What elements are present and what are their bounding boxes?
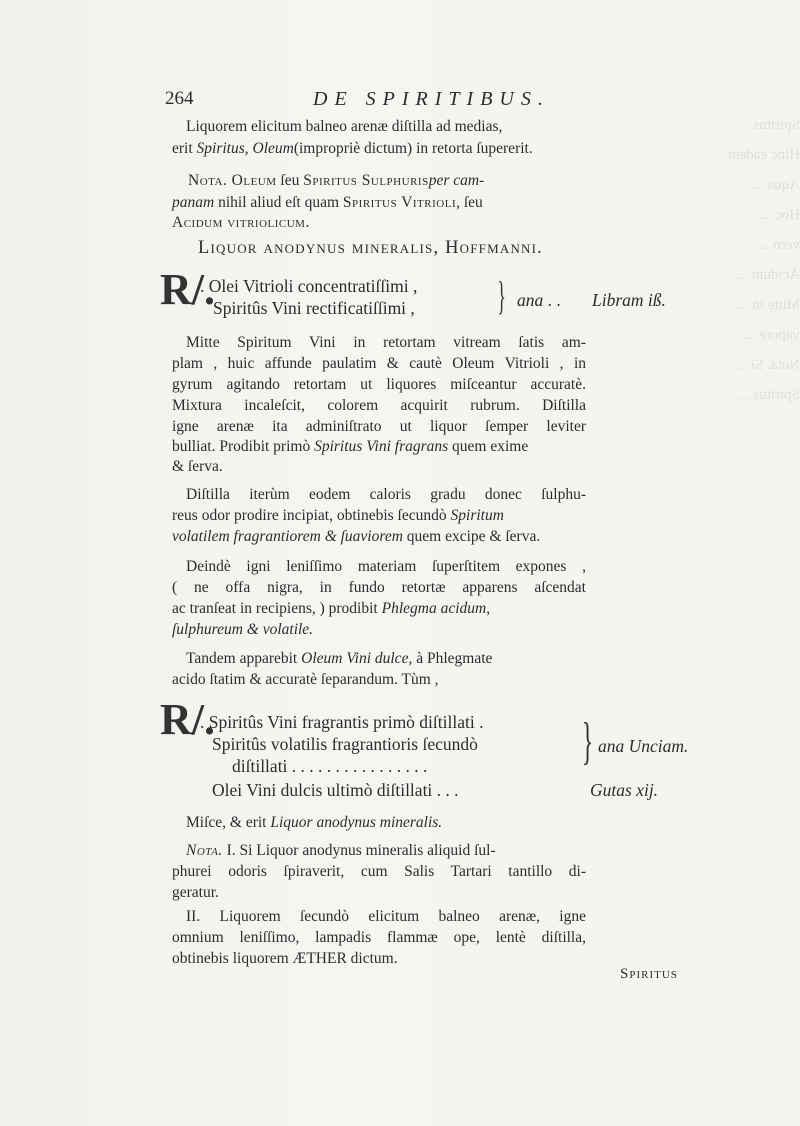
para1-line-6 — [172, 438, 528, 456]
bleed-through-text: Spiritus Hinc eadem Aqua ... Hoc ... vero ... Acidum ... Mitte in ... vapore ... Nota. Si ... Spiritus ... — [727, 117, 800, 403]
para3-line-3 — [172, 600, 490, 618]
recipe1-line-1: . Olei Vitrioli concentratiſſimi , — [200, 276, 418, 296]
nota2-text-1b: I. Si Liquor anodynus mineralis aliquid ſul- — [222, 842, 496, 859]
intro-text-2c: , — [244, 140, 253, 157]
para1-line-4: Mixtura incaleſcit, colorem acquirit rubrum. Diſtilla — [172, 397, 586, 414]
recipe2-line-4: Olei Vini dulcis ultimò diſtillati . . . — [212, 780, 459, 800]
para3-line-1: Deindè igni leniſſimo materiam ſuperſtitem expones , — [186, 558, 586, 575]
para3-text-3b: Phlegma acidum — [381, 600, 487, 617]
recipe1-qty-text: Libram iß. — [592, 290, 666, 310]
nota1-line-1 — [188, 172, 484, 190]
nota1-text-2a: panam — [172, 194, 215, 211]
recipe2-line-3: diſtillati . . . . . . . . . . . . . . . . — [232, 756, 428, 776]
intro-text-1: Liquorem elicitum balneo arenæ diſtilla ad medias, — [186, 118, 503, 135]
para1-line-1: Mitte Spiritum Vini in retortam vitream ſatis am- — [186, 334, 586, 351]
brace-icon: } — [497, 273, 506, 318]
section-heading: Liquor anodynus mineralis, Hoffmanni. — [198, 238, 543, 258]
nota1-text-2c: Spiritus Vitrioli — [342, 194, 457, 211]
catchword: Spiritus — [620, 966, 678, 982]
para4-text-1b: Oleum Vini dulce — [301, 650, 409, 667]
nota1-text-1d: per cam- — [428, 172, 485, 189]
nota2-line-1 — [186, 842, 496, 860]
intro-line-2 — [172, 140, 533, 158]
nota2-line-5: omnium leniſſimo, lampadis flammæ ope, lentè diſtilla, — [172, 929, 586, 946]
para1-line-2: plam , huic affunde paulatim & cautè Oleum Vitrioli , in — [172, 355, 586, 372]
para3-line-4 — [172, 621, 313, 639]
recipe-symbol: R/. — [160, 265, 215, 314]
nota2-line-6: obtinebis liquorem ÆTHER dictum. — [172, 950, 398, 967]
recipe2-line-2: Spiritûs volatilis fragrantioris ſecundò — [212, 734, 478, 754]
para4-text-1c: , à Phlegmate — [408, 650, 493, 667]
nota1-line-2 — [172, 194, 483, 212]
nota2-line-4: II. Liquorem ſecundò elicitum balneo arenæ, igne — [186, 908, 586, 925]
para2-text-2a: reus odor prodire incipiat, obtinebis ſecundò — [172, 507, 451, 524]
nota1-text-1b: ſeu — [276, 172, 304, 189]
recipe2-qty-text: Gutas xij. — [590, 780, 659, 800]
intro-text-2a: erit — [172, 140, 197, 157]
running-header — [165, 88, 585, 114]
intro-text-2e: (impropriè dictum) in retorta ſupererit. — [293, 140, 533, 157]
nota1-text-2d: , ſeu — [456, 194, 483, 211]
para1-line-7: & ſerva. — [172, 458, 223, 475]
para1-line-3: gyrum agitando retortam ut liquores miſceantur accuratè. — [172, 376, 586, 393]
recipe2-ana-text: ana Unciam. — [598, 736, 689, 756]
intro-line-1 — [186, 118, 502, 136]
para4-text-1a: Tandem apparebit — [186, 650, 302, 667]
recipe1-line-2: Spiritûs Vini rectificatiſſimi , — [213, 298, 415, 318]
nota1-text-2b: nihil aliud eſt quam — [214, 194, 343, 211]
para1-text-6b: Spiritus Vini fragrans — [314, 438, 449, 455]
para2-line-2 — [172, 507, 504, 525]
para3-text-4: ſulphureum & volatile. — [172, 621, 314, 638]
nota2-label: Nota. — [186, 842, 223, 859]
running-title: DE SPIRITIBUS. — [313, 88, 550, 110]
nota1-line-3: Acidum vitriolicum. — [172, 214, 310, 231]
recipe1-dots: . . — [547, 290, 561, 310]
nota1-text-1c: Spiritus Sulphuris — [303, 172, 429, 189]
recipe2-quantity — [590, 780, 658, 801]
para2-text-2b: Spiritum — [450, 507, 504, 524]
para3-text-3c: , — [486, 600, 491, 617]
nota1-label: Nota. Oleum — [188, 172, 277, 189]
intro-text-2b: Spiritus — [196, 140, 245, 157]
brace-icon-2: } — [581, 713, 594, 770]
recipe2-symbol: R/. — [160, 695, 215, 744]
recipe1-ana — [517, 290, 561, 311]
para4-line-2: acido ſtatim & accuratè ſeparandum. Tùm , — [172, 671, 439, 688]
para1-text-6a: bulliat. Prodibit primò — [172, 438, 315, 455]
para2-text-3a: volatilem fragrantiorem & ſuaviorem — [172, 528, 403, 545]
recipe1-ana-text: ana — [517, 290, 544, 310]
para3-line-2: ( ne offa nigra, in fundo retortæ apparens aſcendat — [172, 579, 586, 596]
recipe1-quantity — [592, 290, 666, 311]
para3-text-3a: ac tranſeat in recipiens, ) prodibit — [172, 600, 382, 617]
para2-line-1: Diſtilla iterùm eodem caloris gradu donec ſulphu- — [186, 486, 586, 503]
para1-text-6c: quem exime — [448, 438, 529, 455]
recipe2-ana — [598, 736, 688, 757]
recipe2-line-1: . Spiritûs Vini fragrantis primò diſtillati . — [200, 712, 484, 732]
para2-text-3b: quem excipe & ſerva. — [402, 528, 541, 545]
misce-text-a: Miſce, & erit — [186, 814, 271, 831]
intro-text-2d: Oleum — [252, 140, 294, 157]
nota2-line-2: phurei odoris ſpiraverit, cum Salis Tartari tantillo di- — [172, 863, 586, 880]
para4-line-1 — [186, 650, 492, 668]
page-number: 264 — [165, 88, 194, 109]
para2-line-3 — [172, 528, 540, 546]
nota2-line-3: geratur. — [172, 884, 219, 901]
para1-line-5: igne arenæ ita adminiſtrato ut liquor ſemper leviter — [172, 418, 586, 435]
misce-text-b: Liquor anodynus mineralis. — [270, 814, 443, 831]
misce-line — [186, 814, 442, 832]
